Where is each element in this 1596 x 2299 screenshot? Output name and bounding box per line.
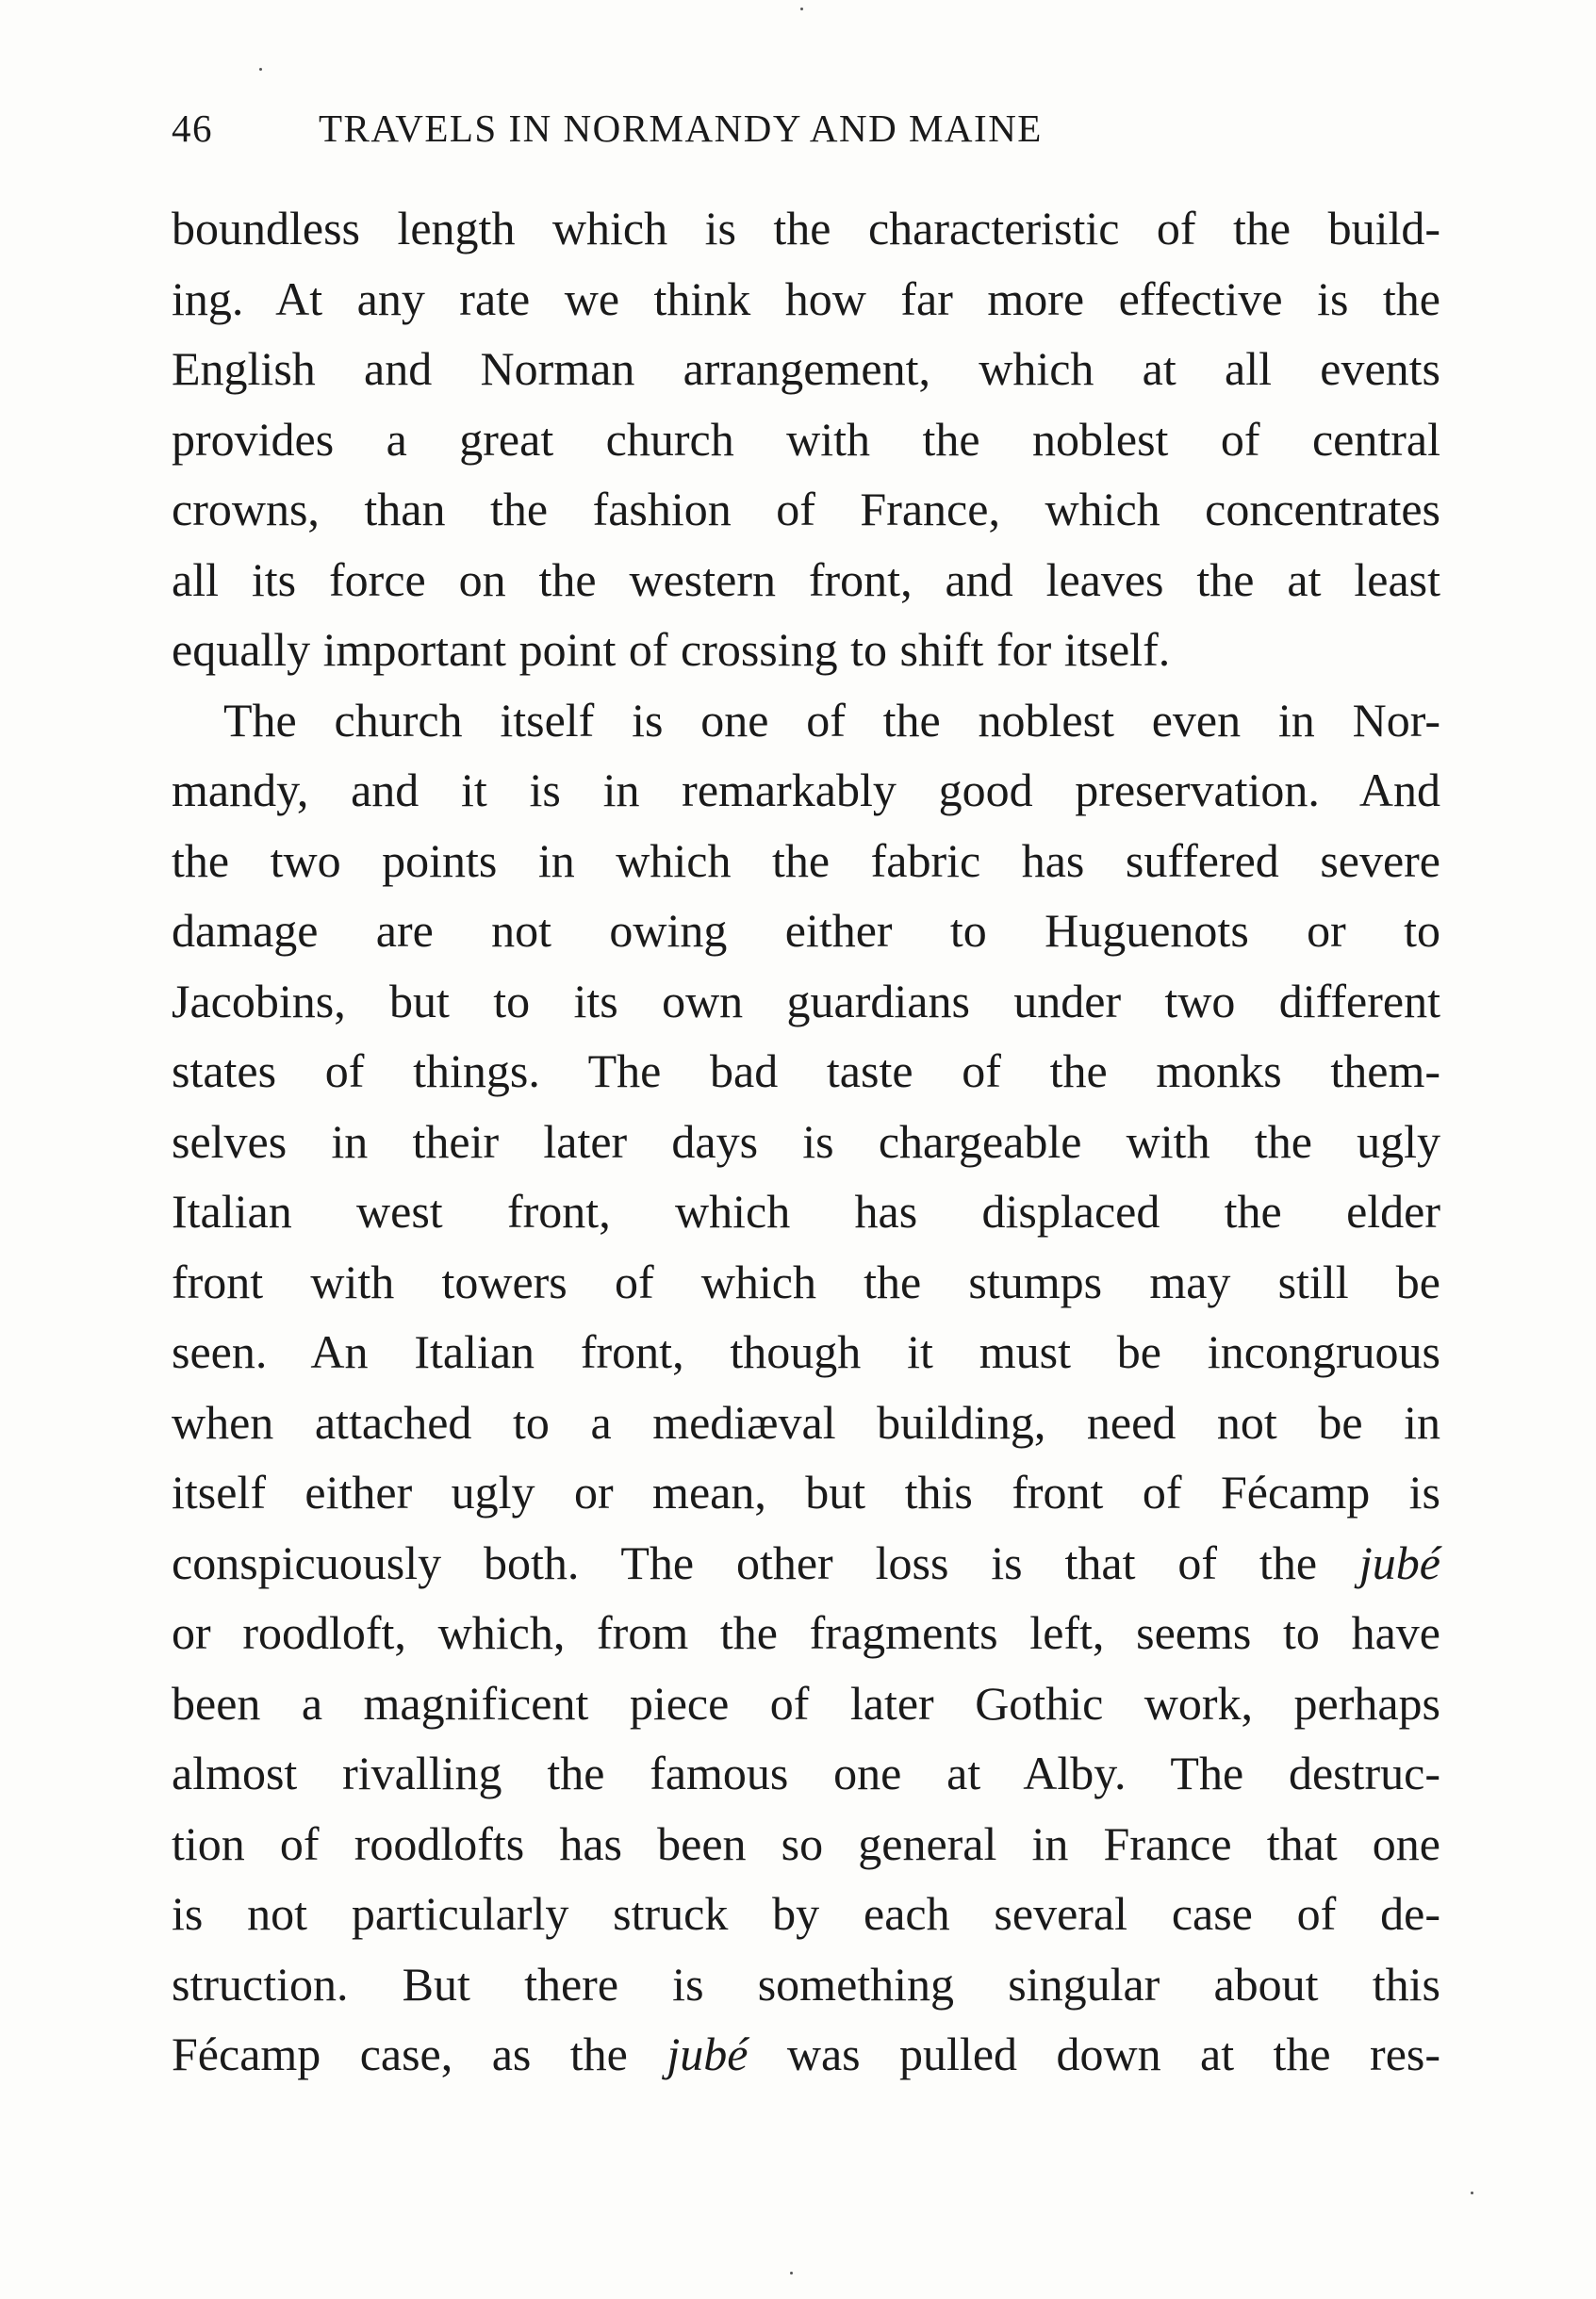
text-line: struction. But there is something singular about this bbox=[172, 1957, 1440, 2011]
text-line: selves in their later days is chargeable with the ugly bbox=[172, 1114, 1440, 1168]
text-line-with-italic bbox=[172, 1528, 1440, 1599]
paragraph-start-line: The church itself is one of the noblest even in Nor- bbox=[223, 693, 1440, 747]
text-line: states of things. The bad taste of the monks them- bbox=[172, 1044, 1440, 1097]
text-line: tion of roodlofts has been so general in France that one bbox=[172, 1816, 1440, 1870]
text-line: provides a great church with the noblest of central bbox=[172, 412, 1440, 466]
paper-speck bbox=[790, 2272, 793, 2274]
text-line: mandy, and it is in remarkably good preservation. And bbox=[172, 764, 1440, 816]
text-line-with-italic bbox=[172, 2019, 1440, 2090]
text-line: when attached to a mediæval building, need not be in bbox=[172, 1395, 1440, 1449]
line-text: was pulled down at the res- bbox=[748, 2028, 1441, 2080]
running-title: TRAVELS IN NORMANDY AND MAINE bbox=[319, 107, 1043, 150]
line-text: Fécamp case, as the bbox=[172, 2028, 667, 2080]
text-line: itself either ugly or mean, but this front of Fécamp is bbox=[172, 1466, 1440, 1519]
text-line: boundless length which is the characteristic of the build- bbox=[172, 202, 1440, 255]
page-number: 46 bbox=[172, 107, 213, 150]
body-text bbox=[172, 193, 1440, 2090]
italic-word: jubé bbox=[666, 2028, 749, 2080]
text-line: or roodloft, which, from the fragments left, seems to have bbox=[172, 1606, 1440, 1659]
paper-speck bbox=[800, 8, 803, 10]
text-line: equally important point of crossing to shift for itself. bbox=[172, 623, 1171, 676]
running-head bbox=[172, 106, 1284, 162]
text-line: Italian west front, which has displaced the elder bbox=[172, 1185, 1440, 1238]
paper-speck bbox=[259, 68, 262, 71]
text-line: Jacobins, but to its own guardians under two different bbox=[172, 974, 1440, 1027]
text-line: the two points in which the fabric has suffered severe bbox=[172, 833, 1440, 887]
text-line: front with towers of which the stumps may still be bbox=[172, 1255, 1440, 1308]
text-line: seen. An Italian front, though it must be incongruous bbox=[172, 1325, 1440, 1378]
italic-word: jubé bbox=[1358, 1535, 1440, 1589]
text-line: damage are not owing either to Huguenots or to bbox=[172, 904, 1440, 957]
text-line: been a magnificent piece of later Gothic work, perhaps bbox=[172, 1676, 1440, 1730]
paper-speck bbox=[1471, 2192, 1473, 2194]
text-line: almost rivalling the famous one at Alby. The destruc- bbox=[172, 1747, 1440, 1799]
text-line: all its force on the western front, and leaves the at least bbox=[172, 552, 1440, 606]
line-text: conspicuously both. The other loss is that of the bbox=[172, 1535, 1359, 1589]
text-line: ing. At any rate we think how far more effective is the bbox=[172, 271, 1440, 325]
text-line: is not particularly struck by each several case of de- bbox=[172, 1887, 1440, 1940]
text-line: English and Norman arrangement, which at all events bbox=[172, 342, 1440, 395]
text-line: crowns, than the fashion of France, which concentrates bbox=[172, 483, 1440, 535]
